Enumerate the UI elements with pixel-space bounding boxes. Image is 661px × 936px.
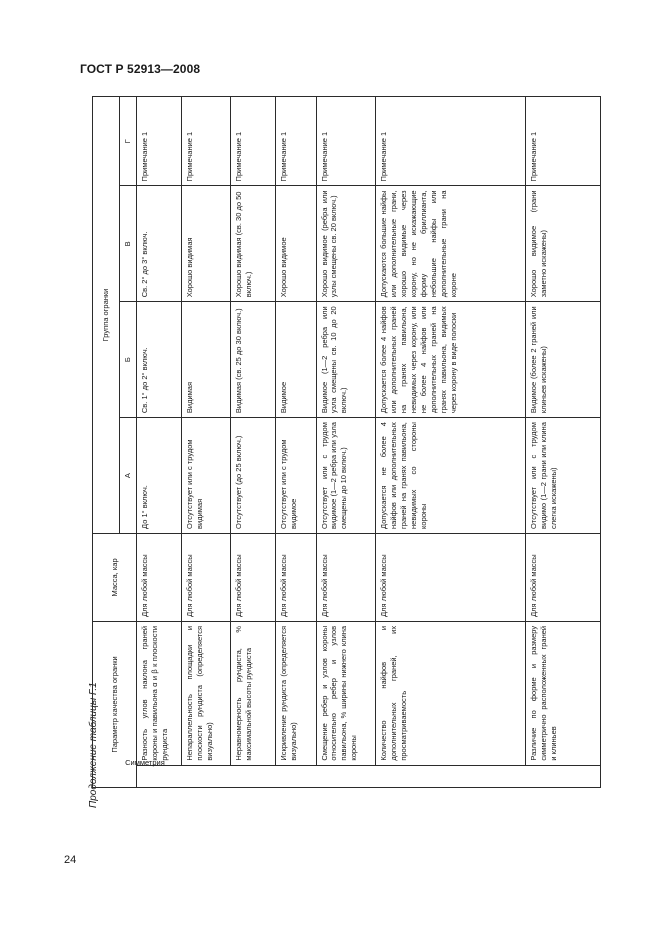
group-b-cell: Св. 1° до 2° включ. xyxy=(136,302,181,418)
group-a-cell: Отсутствует или с трудом видимое (1—2 ребра или узла смещены до 10 включ.) xyxy=(316,418,376,534)
group-b-cell: Видимое xyxy=(275,302,316,418)
group-d-cell: Примечание 1 xyxy=(181,97,230,186)
group-d-cell: Примечание 1 xyxy=(526,97,601,186)
mass-cell: Для любой массы xyxy=(316,533,376,621)
table-row xyxy=(376,97,526,788)
mass-cell: Для любой массы xyxy=(275,533,316,621)
subcol-header-c: В xyxy=(120,186,137,302)
table-row xyxy=(526,97,601,788)
mass-cell: Для любой массы xyxy=(136,533,181,621)
group-b-cell: Видимое (1—2 ребра или узла смещены св. 10 до 20 включ.) xyxy=(316,302,376,418)
mass-cell: Для любой массы xyxy=(376,533,526,621)
mass-cell: Для любой массы xyxy=(181,533,230,621)
group-a-cell: Отсутствует или с трудом видимая xyxy=(181,418,230,534)
param-cell: Неравномерность рундиста, % максимальной высоты рундиста xyxy=(230,621,275,765)
group-a-cell: Отсутствует (до 25 включ.) xyxy=(230,418,275,534)
param-cell: Искривление рундиста (определяется визуально) xyxy=(275,621,316,765)
group-a-cell: Отсутствует или с трудом видимо (1—2 грани или клина слегка искажены) xyxy=(526,418,601,534)
param-cell: Различие по форме и размеру симметрично расположенных граней и клиньев xyxy=(526,621,601,765)
table-row xyxy=(316,97,376,788)
group-d-cell: Примечание 1 xyxy=(230,97,275,186)
group-c-cell: Допускаются большие найфы или дополнительные грани, хорошо видимые через корону, но не искажающие форму бриллианта, небольшие найфы или дополнительные грани на короне xyxy=(376,186,526,302)
rotated-table-container xyxy=(92,96,601,788)
quality-table xyxy=(92,96,601,788)
group-d-cell: Примечание 1 xyxy=(316,97,376,186)
table-caption: Продолжение таблицы Г.1 xyxy=(88,682,99,808)
group-d-cell: Примечание 1 xyxy=(275,97,316,186)
group-label: Симметрия xyxy=(124,758,165,768)
group-a-cell: Допускается не более 4 найфов или дополнительных граней на гранях павильона, невидимых со стороны короны xyxy=(376,418,526,534)
group-label-cell xyxy=(124,758,600,787)
group-b-cell: Допускается более 4 найфов или дополнительных граней на гранях павильона, невидимых через корону, или не более 4 найфов или дополнительных граней на гранях павильона, видимых через корону в виде полоски xyxy=(376,302,526,418)
col-header-param: Параметр качества огранки xyxy=(93,621,137,787)
group-c-cell: Хорошо видимое (грани заметно искажены) xyxy=(526,186,601,302)
group-c-cell: Хорошо видимое xyxy=(275,186,316,302)
param-cell: Разность углов наклона граней короны и павильона α и β к плоскости рундиста xyxy=(136,621,181,765)
group-a-cell: До 1° включ. xyxy=(136,418,181,534)
mass-cell: Для любой массы xyxy=(230,533,275,621)
group-b-cell: Видимое (более 2 граней или клиньев искажены) xyxy=(526,302,601,418)
col-header-mass: Масса, кар xyxy=(93,533,137,621)
page-number: 24 xyxy=(64,854,77,866)
subcol-header-d: Г xyxy=(120,97,137,186)
group-d-cell: Примечание 1 xyxy=(136,97,181,186)
group-c-cell: Хорошо видимая (св. 30 до 50 включ.) xyxy=(230,186,275,302)
table-row xyxy=(230,97,275,788)
param-cell: Смещение ребер и узлов короны относительно ребер и узлов павильона, % ширины нижнего клина короны xyxy=(316,621,376,765)
document-header: ГОСТ Р 52913—2008 xyxy=(80,62,201,76)
table-row xyxy=(136,97,181,788)
group-d-cell: Примечание 1 xyxy=(376,97,526,186)
subcol-header-a: А xyxy=(120,418,137,534)
group-a-cell: Отсутствует или с трудом видимое xyxy=(275,418,316,534)
group-b-cell: Видимая xyxy=(181,302,230,418)
group-c-cell: Хорошо видимая xyxy=(181,186,230,302)
col-header-group: Группа огранки xyxy=(93,97,120,534)
group-c-cell: Хорошо видимое (ребра или узлы смещены св. 20 включ.) xyxy=(316,186,376,302)
mass-cell: Для любой массы xyxy=(526,533,601,621)
table-row xyxy=(181,97,230,788)
subcol-header-b: Б xyxy=(120,302,137,418)
param-cell: Количество найфов и дополнительных граней, их просматриваемость xyxy=(376,621,526,765)
param-cell: Непараллельность площадки и плоскости рундиста (определяется визуально) xyxy=(181,621,230,765)
table-row xyxy=(275,97,316,788)
group-b-cell: Видимая (св. 25 до 30 включ.) xyxy=(230,302,275,418)
header-row-top xyxy=(93,97,120,788)
group-c-cell: Св. 2° до 3° включ. xyxy=(136,186,181,302)
